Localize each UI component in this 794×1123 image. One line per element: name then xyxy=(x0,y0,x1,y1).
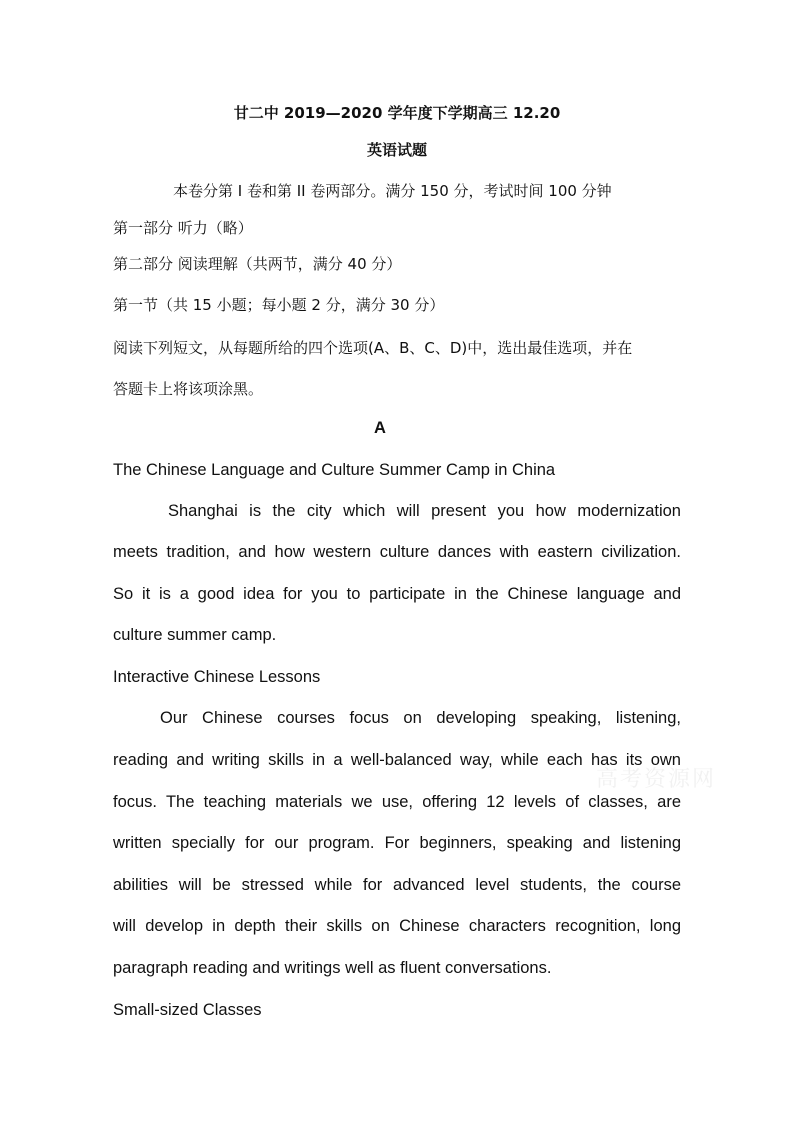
section-heading: Interactive Chinese Lessons xyxy=(113,668,321,686)
paragraph-line: focus. The teaching materials we use, offering 12 levels of classes, are xyxy=(113,793,681,811)
passage-label: A xyxy=(374,419,386,437)
paragraph-line: written specially for our program. For beginners, speaking and listening xyxy=(113,834,681,852)
part-one-heading: 第一部分 听力（略） xyxy=(113,219,253,237)
section-heading: Small-sized Classes xyxy=(113,1001,262,1019)
paragraph-line: Our Chinese courses focus on developing speaking, listening, xyxy=(160,709,681,727)
paragraph-line: reading and writing skills in a well-balanced way, while each has its own xyxy=(113,751,681,769)
section-one-heading: 第一节（共 15 小题；每小题 2 分，满分 30 分） xyxy=(113,296,445,314)
document-subtitle: 英语试题 xyxy=(366,141,427,159)
document-title: 甘二中 2019—2020 学年度下学期高三 12.20 xyxy=(233,104,561,122)
paragraph-line: paragraph reading and writings well as fluent conversations. xyxy=(113,959,552,977)
passage-title: The Chinese Language and Culture Summer Camp in China xyxy=(113,461,556,479)
watermark: 高考资源网 xyxy=(596,766,717,791)
paragraph-line: Shanghai is the city which will present you how modernization xyxy=(168,502,681,520)
part-two-heading: 第二部分 阅读理解（共两节，满分 40 分） xyxy=(113,255,402,273)
instruction-line-2: 答题卡上将该项涂黑。 xyxy=(113,380,264,398)
instruction-line-1: 阅读下列短文，从每题所给的四个选项(A、B、C、D)中，选出最佳选项，并在 xyxy=(113,339,633,357)
paragraph-line: abilities will be stressed while for advanced level students, the course xyxy=(113,876,681,894)
paragraph-line: culture summer camp. xyxy=(113,626,277,644)
paragraph-line: will develop in depth their skills on Chinese characters recognition, long xyxy=(113,917,681,935)
paragraph-line: So it is a good idea for you to participate in the Chinese language and xyxy=(113,585,681,603)
paragraph-line: meets tradition, and how western culture dances with eastern civilization. xyxy=(113,543,681,561)
exam-info: 本卷分第 I 卷和第 II 卷两部分。满分 150 分，考试时间 100 分钟 xyxy=(173,182,612,200)
